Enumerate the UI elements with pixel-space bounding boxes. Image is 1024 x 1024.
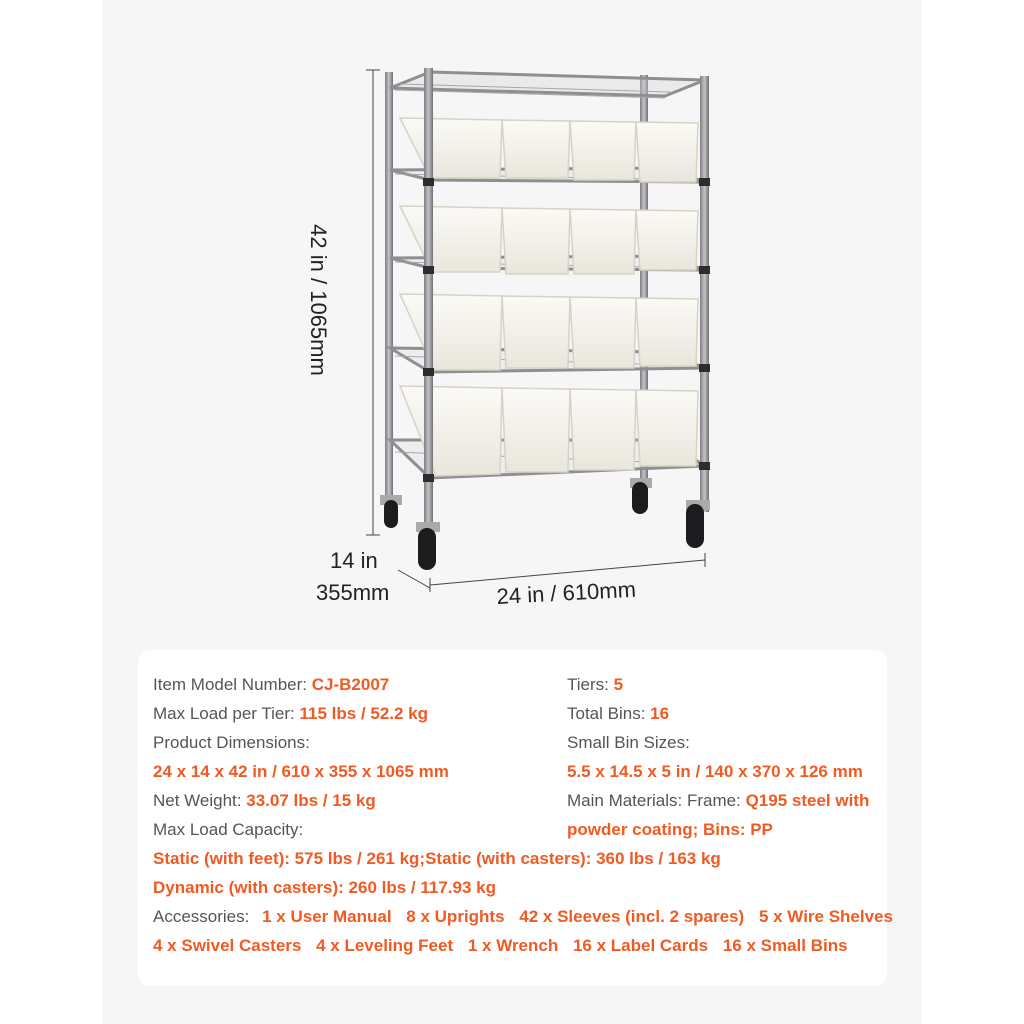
spec-materials-cont [567, 820, 773, 840]
max-capacity-label: Max Load Capacity: [153, 820, 304, 839]
max-load-tier-value: 115 lbs / 52.2 kg [299, 704, 429, 723]
small-bin-value: 5.5 x 14.5 x 5 in / 140 x 370 x 126 mm [567, 762, 863, 781]
materials-value-1: Q195 steel with [745, 791, 870, 810]
spec-max-load-tier [153, 704, 428, 724]
accessory-item: 1 x User Manual [262, 907, 392, 926]
spec-accessories-row1 [153, 907, 903, 927]
accessory-item: 5 x Wire Shelves [758, 907, 893, 926]
tiers-label: Tiers: [567, 675, 609, 694]
spec-max-capacity-label [153, 820, 303, 840]
spec-model [153, 675, 389, 695]
materials-label: Main Materials: Frame: [567, 791, 741, 810]
total-bins-value: 16 [650, 704, 670, 723]
dynamic-load-value: Dynamic (with casters): 260 lbs / 117.93 kg [153, 878, 496, 897]
spec-net-weight [153, 791, 376, 811]
width-dimension-label: 24 in / 610mm [496, 576, 637, 609]
spec-static-load [153, 849, 721, 869]
spec-dynamic-load [153, 878, 496, 898]
storage-bins [400, 118, 698, 476]
spec-accessories-row2 [153, 936, 858, 956]
model-label: Item Model Number: [153, 675, 307, 694]
accessory-item: 8 x Uprights [406, 907, 505, 926]
model-value: CJ-B2007 [311, 675, 390, 694]
spec-tiers [567, 675, 623, 695]
max-load-tier-label: Max Load per Tier: [153, 704, 295, 723]
dimensions-label: Product Dimensions: [153, 733, 310, 752]
depth-dimension-label-mm: 355mm [316, 580, 390, 605]
total-bins-label: Total Bins: [567, 704, 646, 723]
depth-dimension-label-in: 14 in [330, 548, 378, 573]
spec-dimensions-label [153, 733, 310, 753]
tiers-value: 5 [613, 675, 624, 694]
dimensions-value: 24 x 14 x 42 in / 610 x 355 x 1065 mm [153, 762, 449, 781]
accessory-item: 4 x Leveling Feet [316, 936, 454, 955]
accessory-item: 1 x Wrench [467, 936, 559, 955]
net-weight-label: Net Weight: [153, 791, 242, 810]
spec-small-bin-label [567, 733, 690, 753]
product-illustration [102, 0, 922, 640]
small-bin-label: Small Bin Sizes: [567, 733, 690, 752]
spec-dimensions-value [153, 762, 449, 782]
static-load-value: Static (with feet): 575 lbs / 261 kg;Static (with casters): 360 lbs / 163 kg [153, 849, 721, 868]
spec-small-bin-value [567, 762, 863, 782]
spec-total-bins [567, 704, 669, 724]
accessory-item: 4 x Swivel Casters [153, 936, 302, 955]
accessory-item: 16 x Small Bins [722, 936, 848, 955]
accessory-item: 16 x Label Cards [572, 936, 709, 955]
net-weight-value: 33.07 lbs / 15 kg [246, 791, 376, 810]
accessories-label: Accessories: [153, 907, 250, 926]
materials-value-2: powder coating; Bins: PP [567, 820, 773, 839]
height-dimension-label: 42 in / 1065mm [306, 224, 331, 376]
accessory-item: 42 x Sleeves (incl. 2 spares) [519, 907, 745, 926]
spec-materials [567, 791, 869, 811]
